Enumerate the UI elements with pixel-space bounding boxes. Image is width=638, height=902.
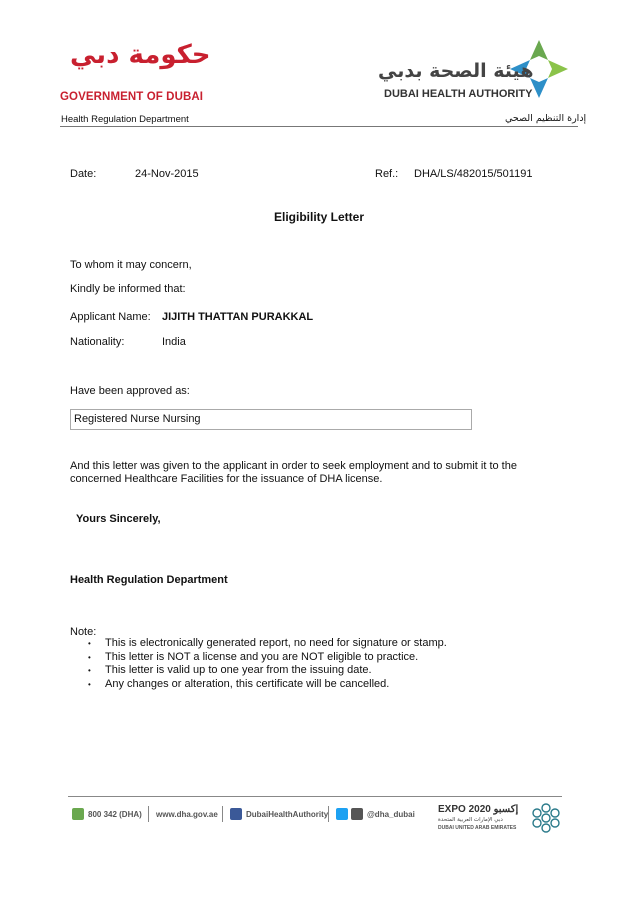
applicant-name-label: Applicant Name: [70, 311, 151, 323]
ref-label: Ref.: [375, 168, 399, 180]
instagram-icon [351, 808, 363, 820]
bullet-icon: • [88, 653, 91, 662]
footer-website[interactable]: www.dha.gov.ae [156, 810, 218, 819]
bullet-icon: • [88, 666, 91, 675]
applicant-name-value: JIJITH THATTAN PURAKKAL [162, 311, 314, 323]
dha-arabic-logo-text: هيئة الصحة بدبي [378, 60, 534, 82]
phone-icon [72, 808, 84, 820]
purpose-line-2: concerned Healthcare Facilities for the issuance of DHA license. [70, 473, 383, 485]
nationality-label: Nationality: [70, 336, 125, 348]
facebook-icon [230, 808, 242, 820]
department-name-arabic: إدارة التنظيم الصحي [505, 113, 587, 124]
footer-twitter[interactable]: @dha_dubai [367, 810, 415, 819]
date-label: Date: [70, 168, 97, 180]
expo-logo-icon [528, 800, 564, 836]
dha-english-logo-text: DUBAI HEALTH AUTHORITY [384, 88, 533, 100]
twitter-icon [336, 808, 348, 820]
footer-separator [148, 806, 149, 822]
approved-as-line: Have been approved as: [70, 385, 190, 397]
footer-phone: 800 342 (DHA) [88, 810, 142, 819]
expo-title: EXPO 2020 إكسبو [438, 804, 519, 815]
signatory: Health Regulation Department [70, 574, 228, 586]
department-name-english: Health Regulation Department [61, 114, 189, 125]
letter-title: Eligibility Letter [273, 210, 364, 224]
expo-arabic: دبي الإمارات العربية المتحدة [438, 817, 503, 823]
note-label: Note: [70, 626, 97, 638]
intro-line: Kindly be informed that: [70, 283, 186, 295]
header-divider [60, 126, 578, 127]
gov-english-logo-text: GOVERNMENT OF DUBAI [60, 91, 204, 103]
greeting: To whom it may concern, [70, 259, 192, 271]
gov-arabic-logo-text: حكومة دبي [70, 40, 211, 70]
profession-value: Registered Nurse Nursing [74, 413, 201, 425]
expo-english: DUBAI UNITED ARAB EMIRATES [438, 825, 517, 831]
purpose-line-1: And this letter was given to the applicant in order to seek employment and to submit it to the [70, 460, 517, 472]
footer-divider [68, 796, 562, 797]
footer-separator [328, 806, 329, 822]
bullet-icon: • [88, 680, 91, 689]
bullet-icon: • [88, 639, 91, 648]
closing: Yours Sincerely, [76, 513, 161, 525]
profession-box [70, 409, 472, 430]
date-value: 24-Nov-2015 [135, 168, 199, 180]
footer-facebook[interactable]: DubaiHealthAuthority [246, 810, 329, 819]
footer-separator [222, 806, 223, 822]
ref-value: DHA/LS/482015/501191 [414, 168, 533, 180]
nationality-value: India [162, 336, 186, 348]
